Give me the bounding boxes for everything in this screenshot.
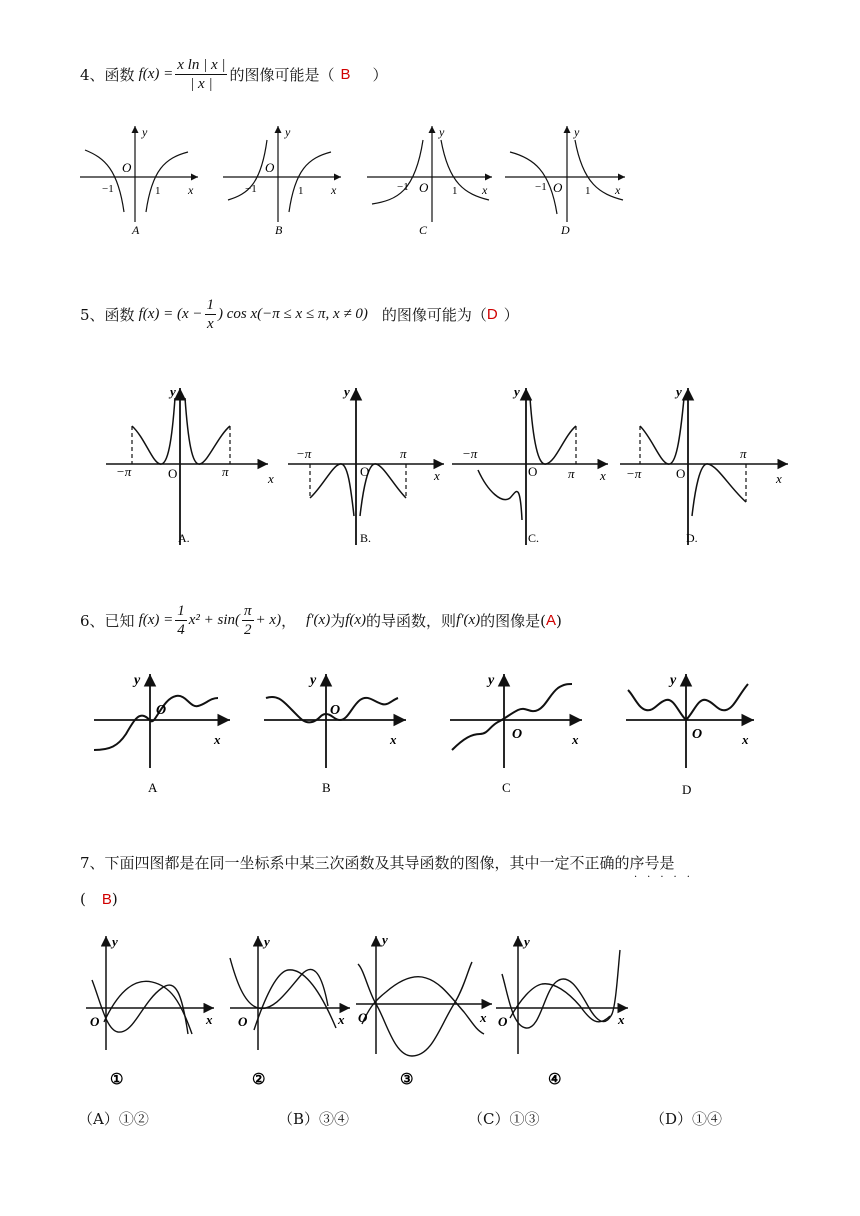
graph-label: B (322, 780, 331, 795)
q6-frac1-den: 4 (177, 622, 185, 638)
q6-frac1-num: 1 (177, 603, 185, 619)
y-label: y (439, 125, 445, 139)
origin-label: O (238, 1014, 248, 1029)
q6-fprime2: f′(x) (456, 612, 481, 628)
q6-lead: 已知 (104, 612, 135, 630)
origin-label: O (90, 1014, 100, 1029)
q6-fraction-2 (242, 602, 254, 639)
y-label: y (488, 673, 495, 688)
q6-expr-c: + x) (255, 612, 282, 628)
origin-label: O (360, 464, 370, 479)
q6-graphs (88, 668, 768, 803)
q7-choice-d: （D）①④ (650, 1110, 723, 1128)
x-label: x (615, 183, 621, 197)
q4-frac-den: | x | (190, 76, 213, 92)
q4-close: ） (372, 66, 388, 84)
q7-stem (80, 852, 675, 873)
y-label: y (170, 384, 176, 399)
q7-paren-close: ) (111, 890, 118, 908)
tick-pos: 1 (155, 185, 161, 197)
q4-fraction (175, 56, 227, 93)
q7-emphasis-dots: ····· (634, 872, 700, 883)
tick-pos: π (568, 466, 575, 481)
q7-text: 下面四图都是在同一坐标系中某三次函数及其导函数的图像，其中一定不正确的序号是 (104, 854, 675, 872)
tick-pos: 1 (585, 185, 591, 197)
q5-frac-den: x (206, 316, 214, 332)
q5-close: ） (503, 306, 519, 324)
graph-label: B. (360, 531, 372, 545)
q7-graph-2 (230, 934, 350, 1088)
q5-tail: 的图像可能为（ (381, 306, 487, 324)
q6-graph-b (264, 673, 406, 795)
y-label: y (676, 384, 682, 399)
x-label: x (188, 183, 194, 197)
q7-answer: B (101, 890, 112, 908)
q4-number: 4、 (80, 66, 105, 84)
q4-tail: 的图像可能是（ (229, 66, 335, 84)
curve-left (85, 150, 124, 212)
origin-label: O (168, 466, 178, 481)
q7-graphs (82, 930, 642, 1090)
q4-lead: 函数 (104, 66, 135, 84)
graph-label: A (132, 223, 140, 237)
x-label: x (600, 468, 606, 483)
q6-fraction-1 (175, 602, 187, 639)
origin-label: O (692, 727, 703, 742)
y-label: y (574, 125, 580, 139)
origin-label: O (330, 703, 341, 718)
origin-label: O (419, 180, 429, 195)
y-label: y (382, 932, 388, 947)
graph-label: C (502, 780, 511, 795)
q5-number: 5、 (80, 306, 105, 324)
q5-fraction (205, 296, 217, 333)
q7-choice-a: （A）①② (78, 1110, 149, 1128)
graph-label: ② (252, 1072, 266, 1088)
q4-graph-a (80, 125, 198, 237)
x-label: x (206, 1012, 213, 1027)
y-label: y (310, 673, 317, 688)
tick-pos: 1 (298, 185, 304, 197)
y-label: y (344, 384, 350, 399)
q7-graph-3 (356, 932, 492, 1088)
q7-graph-1 (86, 934, 214, 1088)
tick-neg: −1 (535, 181, 547, 193)
x-label: x (434, 468, 440, 483)
graph-label: D (682, 782, 692, 797)
x-label: x (482, 183, 488, 197)
x-label: x (742, 732, 749, 747)
q6-graph-a (94, 673, 230, 795)
tick-neg: −1 (245, 183, 257, 195)
y-label: y (112, 934, 118, 949)
q4-fx: f(x) = (138, 66, 174, 82)
origin-label: O (122, 160, 132, 175)
q5-frac-num: 1 (206, 297, 215, 313)
q4-graph-c (367, 125, 492, 237)
x-label: x (480, 1010, 487, 1025)
x-label: x (618, 1012, 625, 1027)
tick-neg: −1 (397, 181, 409, 193)
q4-frac-num: x ln | x | (177, 57, 226, 73)
y-label: y (134, 673, 141, 688)
q7-choice-c: （C）①③ (468, 1110, 540, 1128)
q6-mid2: 为 (330, 612, 346, 630)
q7-answer-line (80, 890, 118, 908)
graph-label: C (419, 223, 428, 237)
y-label: y (264, 934, 270, 949)
y-label: y (285, 125, 291, 139)
q5-expr-a: f(x) = (x − (138, 306, 203, 322)
q5-graph-b (288, 384, 444, 545)
tick-pos: π (740, 446, 747, 461)
y-label: y (514, 384, 520, 399)
q5-graph-a (106, 384, 274, 545)
graph-label: A. (178, 531, 190, 545)
x-label: x (338, 1012, 345, 1027)
curve-right (146, 152, 188, 212)
q6-close: ) (556, 611, 562, 630)
origin-label: O (358, 1010, 368, 1025)
q7-number: 7、 (80, 854, 105, 872)
tick-neg: −π (462, 446, 478, 461)
q5-answer: D (486, 306, 498, 323)
q6-mid1: ， (281, 612, 297, 630)
x-label: x (776, 471, 782, 486)
q4-graph-b (223, 125, 341, 237)
q4-graph-d (505, 125, 625, 237)
graph-label: D (561, 223, 570, 237)
graph-label: ④ (548, 1072, 562, 1088)
origin-label: O (498, 1014, 508, 1029)
graph-label: B (275, 223, 283, 237)
q7-paren-open: ( (80, 890, 86, 908)
tick-pos: 1 (452, 185, 458, 197)
origin-label: O (553, 180, 563, 195)
graph-label: ① (110, 1072, 124, 1088)
q7-graph-4 (496, 934, 628, 1088)
origin-label: O (528, 464, 538, 479)
tick-neg: −π (296, 446, 312, 461)
tick-neg: −π (116, 464, 132, 479)
q6-expr-b: x² + sin( (188, 612, 241, 628)
x-label: x (214, 732, 221, 747)
q5-expr-b: ) cos x(−π ≤ x ≤ π, x ≠ 0) (218, 306, 368, 322)
q6-frac2-den: 2 (244, 622, 252, 638)
q6-number: 6、 (80, 612, 105, 630)
graph-label: C. (528, 531, 540, 545)
q6-mid3: 的导函数，则 (366, 612, 457, 630)
q4-answer: B (340, 66, 351, 83)
x-label: x (331, 183, 337, 197)
q4-stem (80, 56, 388, 93)
graph-label: ③ (400, 1072, 414, 1088)
q5-graph-c (452, 384, 608, 545)
q6-graph-c (450, 673, 582, 795)
q6-fx: f(x) (345, 612, 367, 628)
tick-pos: π (222, 464, 229, 479)
q6-fprime: f′(x) (306, 612, 331, 628)
q6-expr-a: f(x) = (138, 612, 174, 628)
y-label: y (142, 125, 148, 139)
q7-choice-b: （B）③④ (278, 1110, 350, 1128)
q5-graph-d (620, 384, 788, 545)
graph-label: D. (686, 531, 698, 545)
origin-label: O (156, 703, 167, 718)
origin-label: O (676, 466, 686, 481)
q5-lead: 函数 (104, 306, 135, 324)
tick-pos: π (400, 446, 407, 461)
q6-frac2-num: π (244, 603, 252, 619)
y-label: y (524, 934, 530, 949)
q6-tail: 的图像是( (480, 612, 547, 630)
q5-stem (80, 296, 519, 333)
q5-graphs (100, 380, 790, 550)
q6-answer: A (546, 612, 557, 629)
tick-neg: −1 (102, 183, 114, 195)
x-label: x (390, 732, 397, 747)
tick-neg: −π (626, 466, 642, 481)
q6-graph-d (626, 673, 754, 797)
q4-graphs (75, 122, 635, 242)
origin-label: O (512, 727, 523, 742)
x-label: x (572, 732, 579, 747)
origin-label: O (265, 160, 275, 175)
y-label: y (670, 673, 677, 688)
x-label: x (268, 471, 274, 486)
q6-stem (80, 602, 562, 639)
graph-label: A (148, 780, 158, 795)
